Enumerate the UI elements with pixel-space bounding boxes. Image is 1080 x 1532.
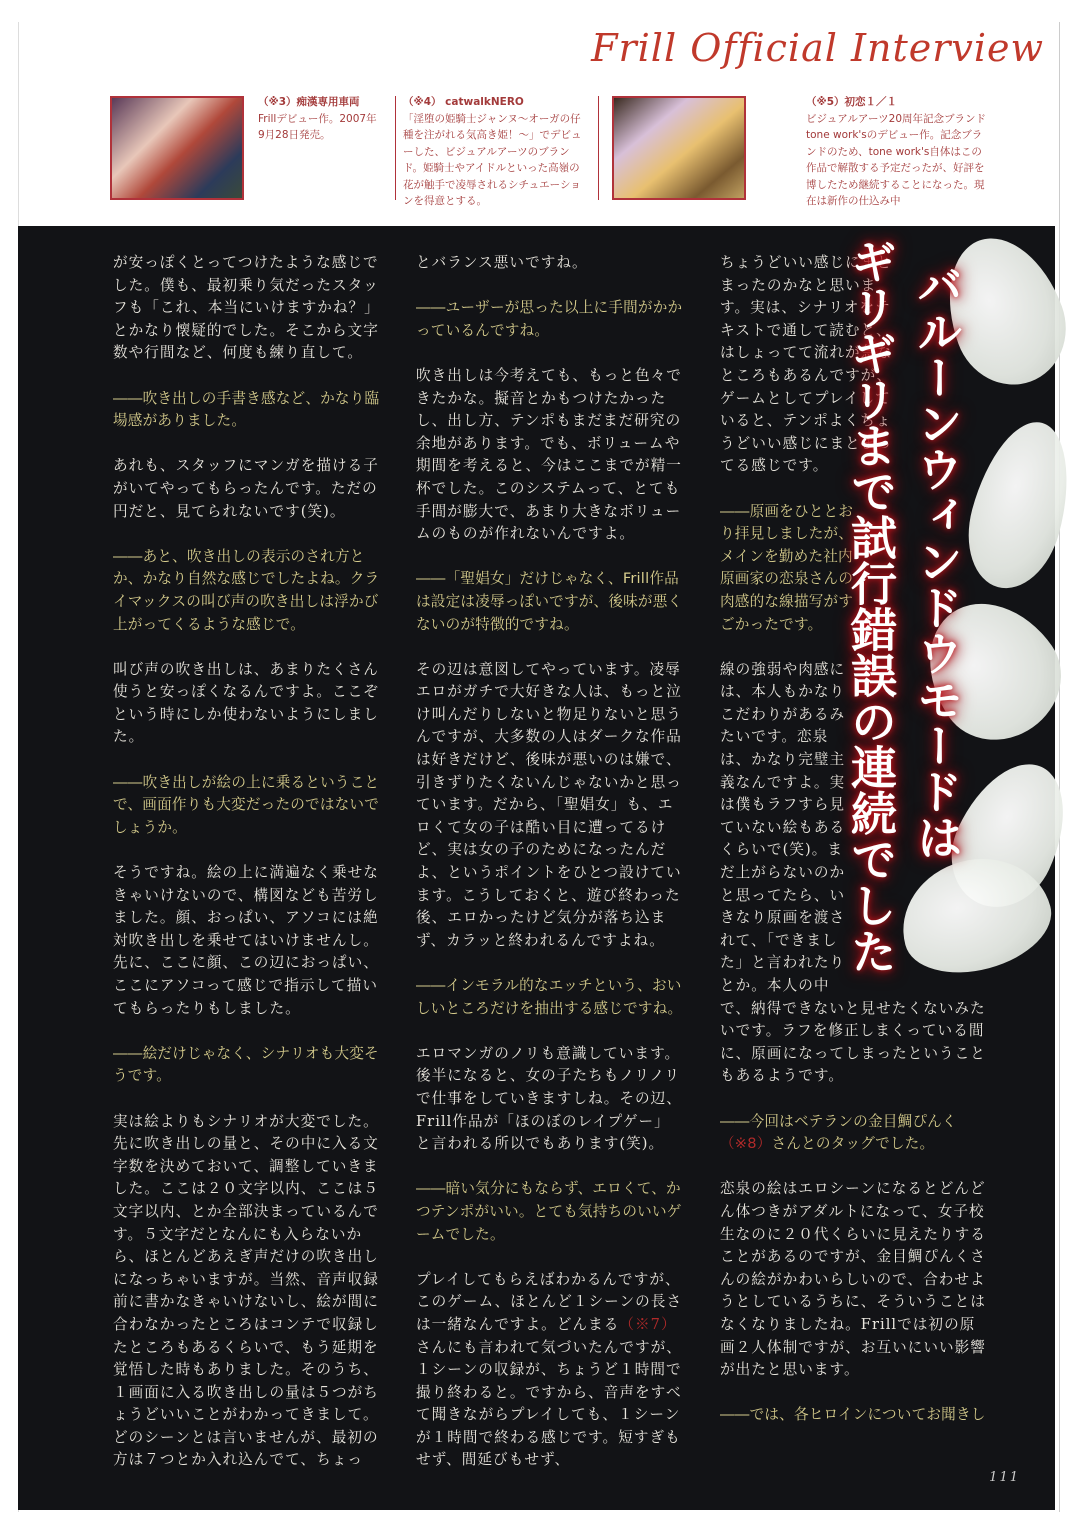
footnote-reference: （※8）	[720, 1135, 772, 1153]
footnote-body: Frillデビュー作。2007年9月28日発売。	[258, 112, 377, 141]
paragraph-text: ――あと、吹き出しの表示のされ方とか、かなり自然な感じでしたよね。クライマックスの叫び声の吹き出しは浮かび上がってくるような感じで。	[113, 547, 380, 633]
paragraph-text: その辺は意図してやっています。凌辱エロがガチで大好きな人は、もっと泣け叫んだりしないと物足りないと思うんですが、大多数の人はダークな作品は好きだけど、後味が悪いのは嫌で、引きずりたくないんじゃないかと思っています。だから、「聖娼女」も、エロくて女の子は酷い目に遭ってるけど、実は女の子のためになったんだよ、というポイントをひとつ設けています。こうしておくと、遊び終わった後、エロかったけど気分が落ち込まず、カラッと終われるんですよね。	[416, 660, 682, 949]
paragraph-text: 線の強弱や肉感には、本人もかなりこだわりがあるみたいです。恋泉は、かなり完璧主義なんですよ。実は僕もラフすら見ていない絵もあるくらいで(笑)。まだ上がらないのかと思ってたら、いきなり原画を渡されて、「できました」と言われたりとか。本人の中で、納得できないと見せたくないみたいです。ラフを修正しまくっている間に、原画になってしまったということもあるようです。	[720, 660, 986, 1085]
divider	[598, 96, 599, 200]
interviewee-answer	[416, 1269, 684, 1472]
paragraph-text: ――インモラル的なエッチという、おいしいところだけを抽出する感じですね。	[416, 977, 683, 1017]
paragraph-text: 実は絵よりもシナリオが大変でした。先に吹き出しの量と、その中に入る文字数を決めておいて、調整していきました。ここは２０文字以内、ここは５文字以内、とか全部決まっているんです。５文字だとなんにも入らないから、ほとんどあえぎ声だけの吹き出しになっちゃいますが。当然、音声収録前に書かなきゃいけないし、絵が間に合わなかったところはコンテで収録したところもあるくらいで、もう延期を覚悟した時もありました。そのうち、１画面に入る吹き出しの量は５つがちょうどいいことがわかってきまして。どのシーンとは言いませんが、最初の方は７つとか入れ込んでて、ちょっ	[113, 1112, 379, 1469]
paragraph-text: 吹き出しは今考えても、もっと色々できたかな。擬音とかもつけたかったし、出し方、テンポもまだまだ研究の余地があります。でも、ボリュームや期間を考えると、今はここまでが精一杯でした。このシステムって、とても手間が膨大で、あまり大きなボリュームのものが作れないんですよ。	[416, 366, 682, 543]
paragraph-text: ――原画をひととおり拝見しましたが、メインを勤めた社内原画家の恋泉さんの肉感的な線描写がすごかったです。	[720, 502, 854, 633]
article-column-1	[113, 252, 381, 1495]
interviewer-question	[113, 388, 381, 433]
footnote	[403, 94, 585, 210]
paragraph-text: が安っぽくとってつけたような感じでした。僕も、最初乗り気だったスタッフも「これ、本当にいけますかね？」とかなり懐疑的でした。そこから文字数や行間など、何度も練り直して。	[113, 254, 380, 362]
interviewer-question	[720, 1404, 990, 1427]
paragraph-text: エロマンガのノリも意識しています。後半になると、女の子たちもノリノリで仕事をしていきますしね。その辺、Frill作品が「ほのぼのレイプゲー」と言われる所以でもあります(笑)。	[416, 1044, 682, 1153]
interviewee-answer	[720, 1178, 990, 1381]
paragraph-text: 恋泉の絵はエロシーンになるとどんどん体つきがアダルトになって、女子校生なのに２０代くらいに見えたりすることがあるのですが、金目鯛ぴんくさんの絵がかわいらしいので、合わせようとしているうちに、そういうことはなくなりましたね。Frillでは初の原画２人体制ですが、お互いにいい影響が出たと思います。	[720, 1180, 986, 1379]
headline	[838, 238, 970, 978]
paragraph-text: ――「聖娼女」だけじゃなく、Frill作品は設定は凌辱っぽいですが、後味が悪くないのが特徴的ですね。	[416, 570, 683, 633]
interviewee-answer	[113, 862, 381, 1020]
paragraph-text: あれも、スタッフにマンガを描ける子がいてやってもらったんです。ただの円だと、見てられないです(笑)。	[113, 457, 379, 520]
footnote-body: ビジュアルアーツ20周年記念ブランドtone work'sのデビュー作。記念ブランドのため、tone work's自体はこの作品で解散する予定だったが、好評を博したため継続することになった。現在は新作の仕込み中	[806, 112, 986, 207]
paragraph-text: ちょうどいい感じにまとまったのかなと思います。実は、シナリオをテキストで通して読むと、はしょってて流れが急なところもあるんですが、ゲームとしてプレイしていると、テンポよくちょうどいい感じにまとまってる感じです。	[720, 254, 893, 475]
game-thumbnail-image	[110, 96, 244, 200]
footnote	[258, 94, 378, 144]
paragraph-text: ――今回はベテランの金目鯛ぴんく	[720, 1112, 957, 1130]
headline-line-2: ギリギリまで試行錯誤の連続でした	[844, 238, 898, 974]
interviewee-answer	[113, 252, 381, 365]
interviewee-answer	[113, 659, 381, 749]
page-title: Frill Official Interview	[591, 26, 1044, 70]
paragraph-text: ――ユーザーが思った以上に手間がかかっているんですね。	[416, 299, 683, 339]
interviewee-answer	[113, 1111, 381, 1473]
footnotes	[110, 94, 1000, 209]
interviewer-question	[416, 568, 684, 636]
paragraph-text: さんとのタッグでした。	[771, 1135, 935, 1153]
paragraph-text: そうですね。絵の上に満遍なく乗せなきゃいけないので、構図なども苦労しました。顔、おっぱい、アソコには絶対吹き出しを乗せてはいけませんし。先に、ここに顔、この辺におっぱい、ここにアソコって感じで指示して描いてもらったりもしました。	[113, 864, 379, 1017]
paragraph-text: さんにも言われて気づいたんですが、１シーンの収録が、ちょうど１時間で撮り終わると。ですから、音声をすべて聞きながらプレイしても、１シーンが１時間で終わる感じです。短すぎもせず、間延びもせず、	[416, 1338, 682, 1469]
interviewee-answer	[416, 659, 684, 953]
paragraph-text: ――暗い気分にもならず、エロくて、かつテンポがいい。とても気持ちのいいゲームでした。	[416, 1180, 682, 1243]
paragraph-text: ――では、各ヒロインについてお聞きし	[720, 1406, 986, 1424]
footnote-title: （※4） catwalkNERO	[403, 96, 524, 108]
footnote	[806, 94, 990, 210]
interviewee-answer	[416, 365, 684, 546]
footnote-title: （※5）初恋１／１	[806, 96, 898, 108]
paragraph-text: 叫び声の吹き出しは、あまりたくさん使うと安っぽくなるんですよ。ここぞという時にしか使わないようにしました。	[113, 660, 379, 746]
interviewer-question	[720, 1111, 990, 1156]
interviewer-question	[416, 1178, 684, 1246]
page-number: 111	[989, 1470, 1020, 1485]
interviewer-question	[113, 772, 381, 840]
headline-line-1: バルーンウィンドウモードは	[910, 262, 964, 860]
footnote-title: （※3）痴漢専用車両	[258, 96, 360, 108]
interviewer-question	[416, 297, 684, 342]
footnote-body: 「淫堕の姫騎士ジャンヌ～オーガの仔種を注がれる気高き姫！～」でデビューした、ビジュアルアーツのブランド。姫騎士やアイドルといった高嶺の花が触手で凌辱されるシチュエーションを得意とする。	[403, 112, 582, 207]
game-thumbnail-image	[612, 96, 746, 200]
article-column-2	[416, 252, 684, 1495]
paragraph-text: とバランス悪いですね。	[416, 254, 588, 271]
divider	[395, 96, 396, 200]
interviewee-answer	[416, 1043, 684, 1156]
paragraph-text: ――吹き出しの手書き感など、かなり臨場感がありました。	[113, 389, 380, 430]
footnote-reference: （※7）	[619, 1315, 677, 1333]
interviewee-answer	[113, 455, 381, 523]
interviewer-question	[113, 546, 381, 636]
interviewee-answer	[416, 252, 684, 275]
paragraph-text: ――吹き出しが絵の上に乗るということで、画面作りも大変だったのではないでしょうか。	[113, 773, 380, 836]
paragraph-text: プレイしてもらえばわかるんですが、このゲーム、ほとんど１シーンの長さは一緒なんですよ。どんまる	[416, 1270, 683, 1333]
interviewer-question	[113, 1043, 381, 1088]
interviewer-question	[416, 975, 684, 1020]
paragraph-text: ――絵だけじゃなく、シナリオも大変そうです。	[113, 1044, 379, 1085]
